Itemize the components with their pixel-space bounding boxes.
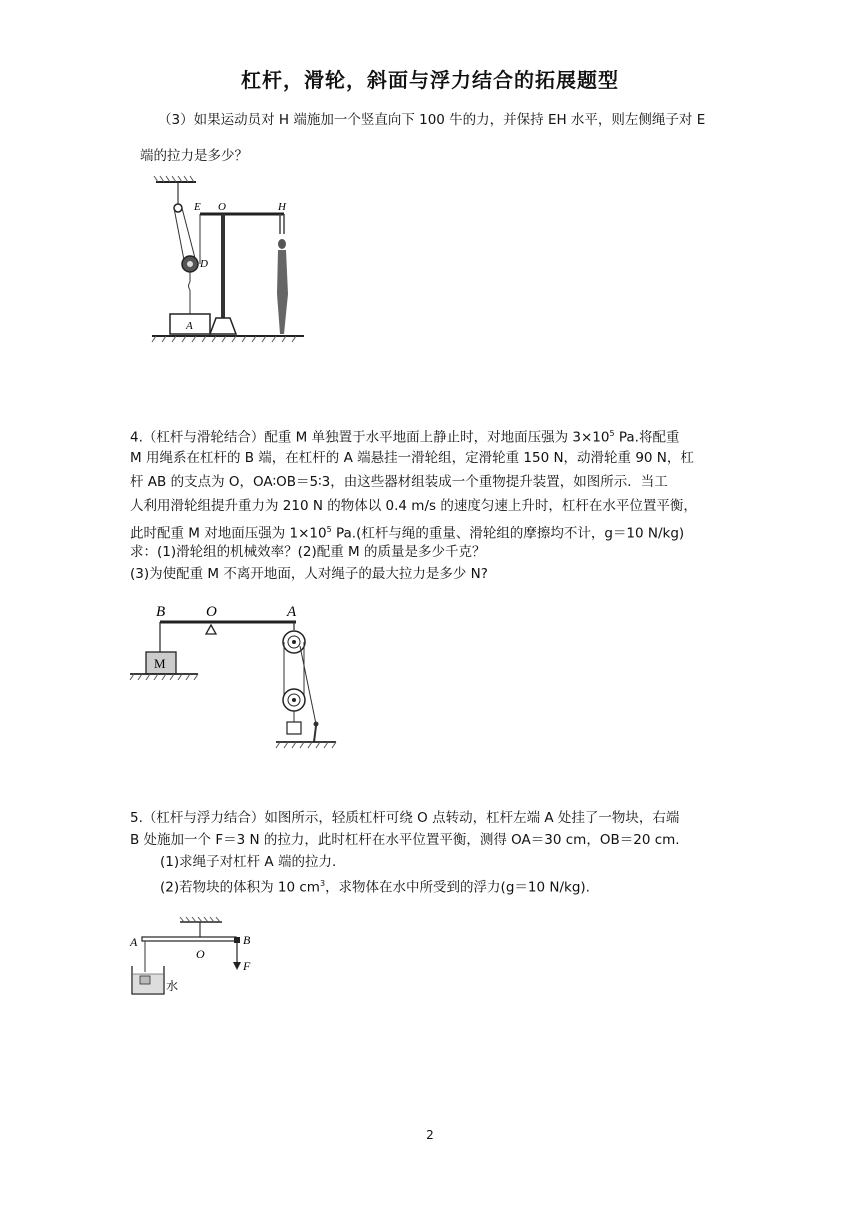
q3-label-a: A: [186, 320, 193, 332]
q3-label-h: H: [278, 201, 286, 213]
q5-label-o: O: [196, 947, 205, 961]
q3-label-d: D: [200, 258, 208, 270]
q4-label-a: A: [287, 604, 297, 620]
q5-label-f: F: [243, 959, 251, 973]
q5-line-4: (2)若物块的体积为 10 $cm^3$，求物体在水中所受到的浮力(g＝10 N/kg).: [160, 879, 590, 896]
q5-label-a: A: [130, 935, 138, 949]
q4-label-o: O: [206, 604, 217, 620]
q3-line-2: 端的拉力是多少？: [140, 148, 248, 164]
q4-label-b: B: [156, 604, 166, 620]
q4-line-4: 人利用滑轮组提升重力为 210 N 的物体以 0.4 m/s 的速度匀速上升时，杠杆在水平位置平衡，: [130, 498, 697, 514]
q4-line-1: 4.（杠杆与滑轮结合）配重 M 单独置于水平地面上静止时，对地面压强为 $3\times 10^5$ Pa.将配重: [130, 429, 680, 446]
q4-line-2: M 用绳系在杠杆的 B 端，在杠杆的 A 端悬挂一滑轮组，定滑轮重 150 N，动滑轮重 90 N，杠: [130, 450, 694, 466]
q4-line-5: 此时配重 M 对地面压强为 $1\times 10^5$ Pa.(杠杆与绳的重量、滑轮组的摩擦均不计，g＝10 N/kg): [130, 525, 685, 542]
q5-label-b: B: [243, 933, 251, 947]
q5-line-1: 5.（杠杆与浮力结合）如图所示，轻质杠杆可绕 O 点转动，杠杆左端 A 处挂了一物块，右端: [130, 810, 680, 826]
q5-line-3: (1)求绳子对杠杆 A 端的拉力.: [160, 854, 337, 870]
q4-line-3: 杆 AB 的支点为 O，OA∶OB＝5∶3，由这些器材组装成一个重物提升装置，如图所示．当工: [130, 474, 668, 490]
q3-figure: [148, 174, 308, 346]
q5-line-2: B 处施加一个 F＝3 N 的拉力，此时杠杆在水平位置平衡，测得 OA＝30 cm，OB＝20 cm.: [130, 832, 680, 848]
q4-label-m: M: [154, 656, 166, 671]
q5-label-water: 水: [166, 979, 179, 993]
q4-figure: [126, 598, 346, 756]
q3-label-o: O: [218, 201, 226, 213]
q5-figure: [126, 914, 266, 1004]
q4-line-7: (3)为使配重 M 不离开地面，人对绳子的最大拉力是多少 N?: [130, 566, 488, 582]
q3-line-1: （3）如果运动员对 H 端施加一个竖直向下 100 牛的力，并保持 EH 水平，则左侧绳子对 E: [158, 112, 706, 128]
page-title: 杠杆，滑轮，斜面与浮力结合的拓展题型: [241, 68, 619, 92]
q3-label-e: E: [194, 201, 201, 213]
page-number: 2: [426, 1128, 434, 1142]
q4-line-6: 求：(1)滑轮组的机械效率？(2)配重 M 的质量是多少千克？: [130, 544, 486, 560]
